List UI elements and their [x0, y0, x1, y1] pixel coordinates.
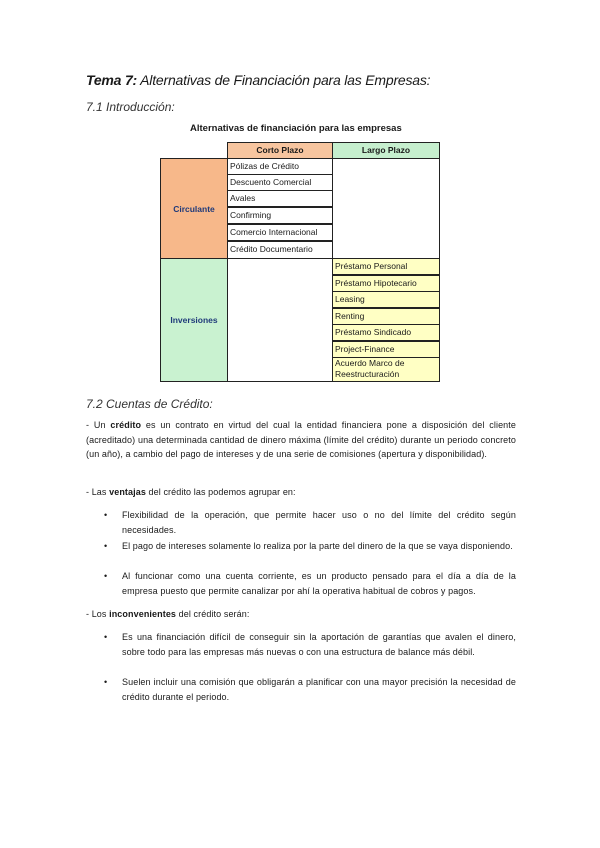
long-item: Project-Finance — [332, 341, 440, 358]
page-title: Tema 7: Alternativas de Financiación para las Empresas: — [86, 72, 431, 88]
advantage-item: • Al funcionar como una cuenta corriente, es un producto pensado para el día a día de la empresa puesto que permite canalizar por ahí la operativa habitual de cobros y pagos. — [104, 571, 516, 596]
section-heading-credit: 7.2 Cuentas de Crédito: — [86, 397, 213, 411]
advantage-item: • Flexibilidad de la operación, que permite hacer uso o no del límite del crédito según necesidades. — [104, 510, 516, 535]
section-heading-intro: 7.1 Introducción: — [86, 100, 175, 114]
header-corto-plazo: Corto Plazo — [227, 142, 333, 159]
empty-cell — [227, 258, 333, 382]
disadvantage-item: • Suelen incluir una comisión que obligarán a planificar con una mayor precisión la necesidad de crédito durante el periodo. — [104, 677, 516, 702]
row-label-inversiones: Inversiones — [160, 258, 228, 382]
header-largo-plazo: Largo Plazo — [332, 142, 440, 159]
bullet-icon: • — [104, 541, 108, 551]
table-title: Alternativas de financiación para las empresas — [190, 123, 402, 134]
short-item: Avales — [227, 190, 333, 207]
definition-paragraph: - Un crédito es un contrato en virtud del cual la entidad financiera pone a disposición del cliente (acreditado) una determinada cantidad de dinero máxima (límite del crédito) durante un periodo concreto (un año), a cambio del pago de intereses y de una serie de comisiones (apertura y disponibilidad). — [86, 420, 516, 459]
long-item: Acuerdo Marco de Reestructuración — [332, 357, 440, 382]
empty-cell — [332, 158, 440, 259]
short-item: Comercio Internacional — [227, 224, 333, 241]
row-label-circulante: Circulante — [160, 158, 228, 259]
long-item: Préstamo Personal — [332, 258, 440, 275]
short-item: Descuento Comercial — [227, 174, 333, 191]
bullet-icon: • — [104, 571, 108, 581]
long-item: Leasing — [332, 291, 440, 308]
long-item: Renting — [332, 308, 440, 325]
bullet-icon: • — [104, 677, 108, 687]
advantage-item: • El pago de intereses solamente lo realiza por la parte del dinero de la que se vaya disponiendo. — [122, 539, 516, 554]
long-item: Préstamo Hipotecario — [332, 275, 440, 292]
long-item: Préstamo Sindicado — [332, 324, 440, 341]
short-item: Pólizas de Crédito — [227, 158, 333, 175]
disadvantages-intro: - Los inconvenientes del crédito serán: — [86, 609, 250, 619]
bullet-icon: • — [104, 632, 108, 642]
advantages-intro: - Las ventajas del crédito las podemos agrupar en: — [86, 487, 296, 497]
short-item: Crédito Documentario — [227, 241, 333, 259]
short-item: Confirming — [227, 207, 333, 224]
disadvantage-item: • Es una financiación difícil de conseguir sin la aportación de garantías que avalen el dinero, sobre todo para las empresas más nuevas o con una estructura de balance más débil. — [104, 632, 516, 657]
bullet-icon: • — [104, 510, 108, 520]
